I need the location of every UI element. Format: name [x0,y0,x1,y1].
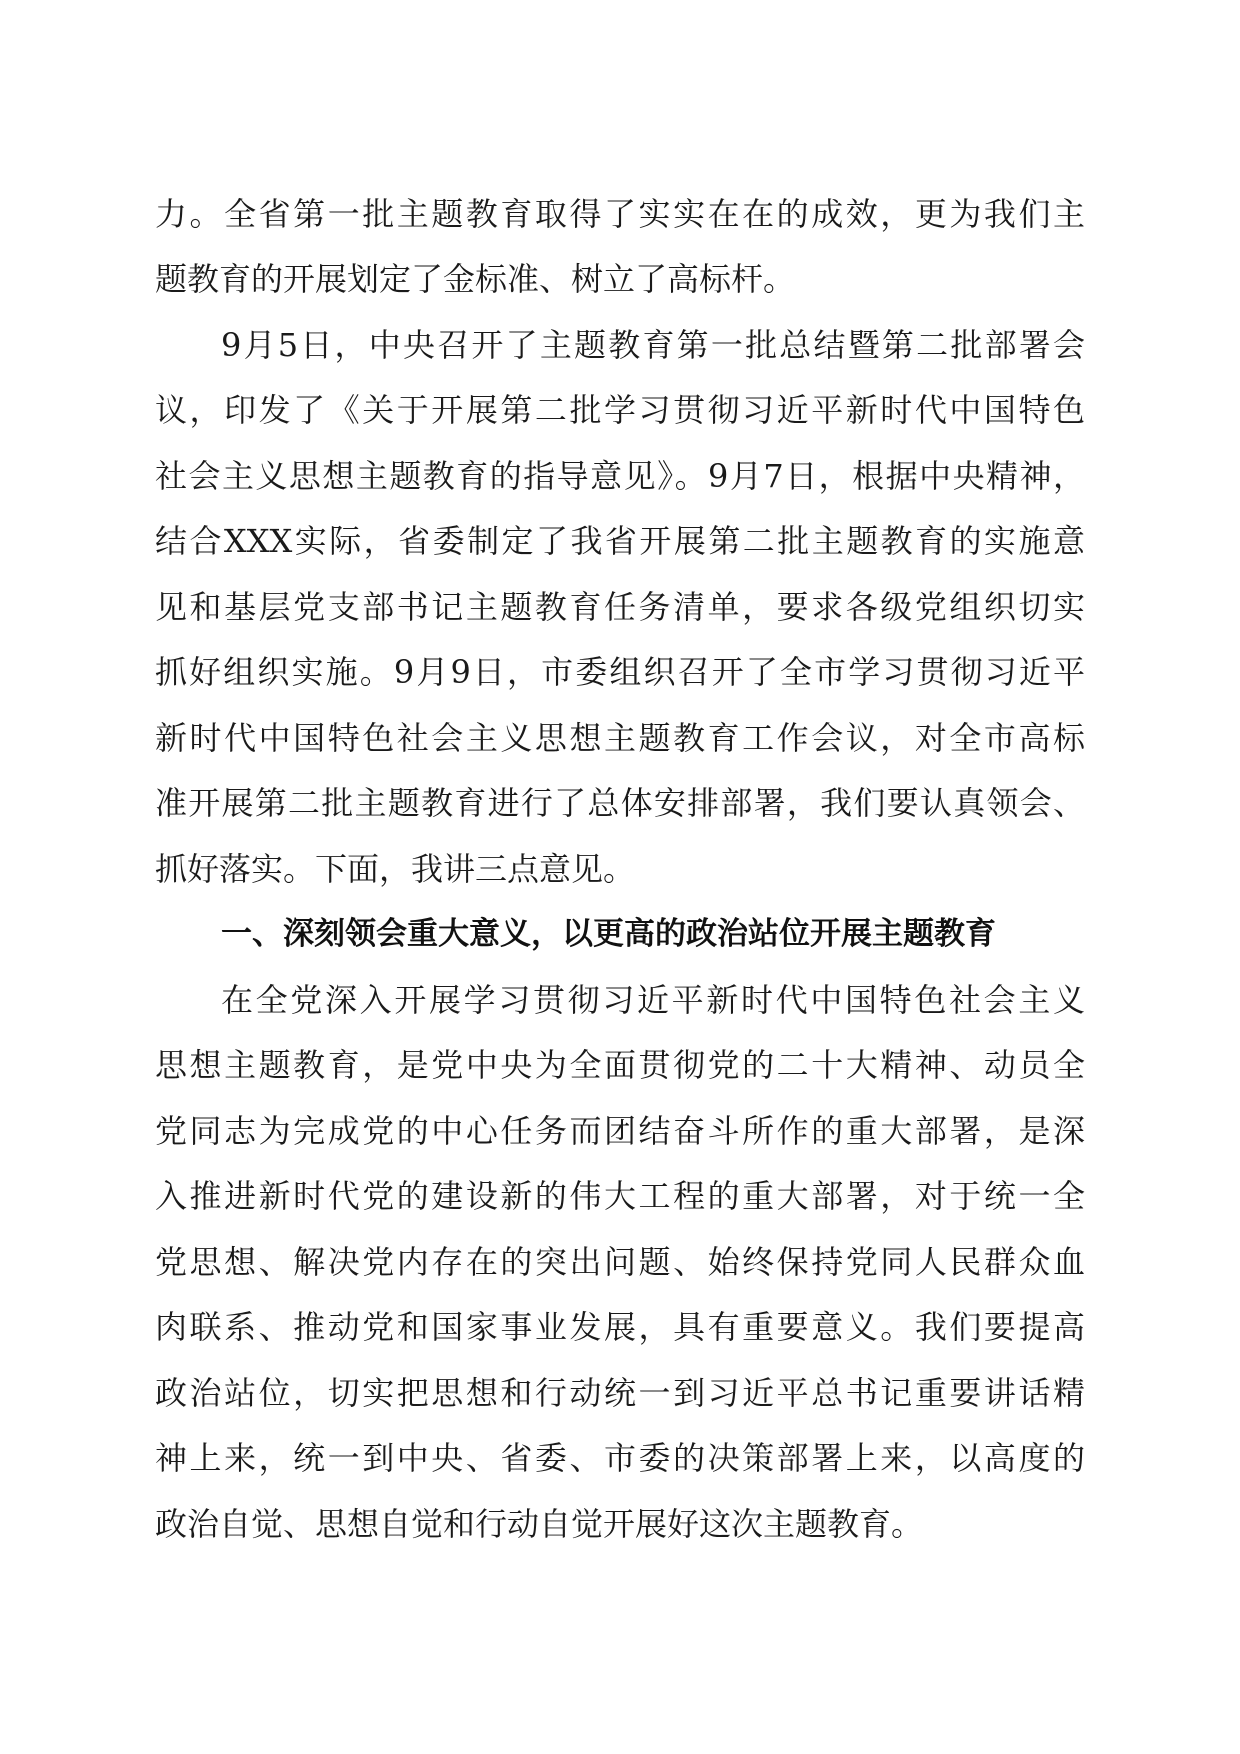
paragraph-3-line-4: 入推进新时代党的建设新的伟大工程的重大部署，对于统一全 [155,1177,1085,1215]
paragraph-3-line-1: 在全党深入开展学习贯彻习近平新时代中国特色社会主义 [221,981,1085,1019]
paragraph-3-line-8: 神上来，统一到中央、省委、市委的决策部署上来，以高度的 [155,1439,1085,1477]
paragraph-3-line-6: 肉联系、推动党和国家事业发展，具有重要意义。我们要提高 [155,1308,1085,1346]
paragraph-2-line-8: 准开展第二批主题教育进行了总体安排部署，我们要认真领会、 [155,784,1085,822]
paragraph-2-line-5: 见和基层党支部书记主题教育任务清单，要求各级党组织切实 [155,588,1085,626]
paragraph-3-line-2: 思想主题教育，是党中央为全面贯彻党的二十大精神、动员全 [155,1046,1085,1084]
paragraph-2-line-3: 社会主义思想主题教育的指导意见》。9月7日，根据中央精神， [155,457,1085,495]
paragraph-3-line-5: 党思想、解决党内存在的突出问题、始终保持党同人民群众血 [155,1243,1085,1281]
paragraph-2-line-1: 9月5日，中央召开了主题教育第一批总结暨第二批部署会 [221,326,1085,364]
paragraph-1-line-1: 力。全省第一批主题教育取得了实实在在的成效，更为我们主 [155,195,1085,233]
paragraph-1-line-2: 题教育的开展划定了金标准、树立了高标杆。 [155,260,796,298]
paragraph-2-line-9: 抓好落实。下面，我讲三点意见。 [155,850,636,888]
paragraph-2-line-6: 抓好组织实施。9月9日，市委组织召开了全市学习贯彻习近平 [155,653,1085,691]
paragraph-3-line-7: 政治站位，切实把思想和行动统一到习近平总书记重要讲话精 [155,1374,1085,1412]
paragraph-2-line-4: 结合XXX实际，省委制定了我省开展第二批主题教育的实施意 [155,522,1085,560]
paragraph-3-line-9: 政治自觉、思想自觉和行动自觉开展好这次主题教育。 [155,1505,924,1543]
section-heading: 一、深刻领会重大意义，以更高的政治站位开展主题教育 [221,916,996,952]
paragraph-3-line-3: 党同志为完成党的中心任务而团结奋斗所作的重大部署，是深 [155,1112,1085,1150]
paragraph-2-line-2: 议，印发了《关于开展第二批学习贯彻习近平新时代中国特色 [155,391,1085,429]
paragraph-2-line-7: 新时代中国特色社会主义思想主题教育工作会议，对全市高标 [155,719,1085,757]
